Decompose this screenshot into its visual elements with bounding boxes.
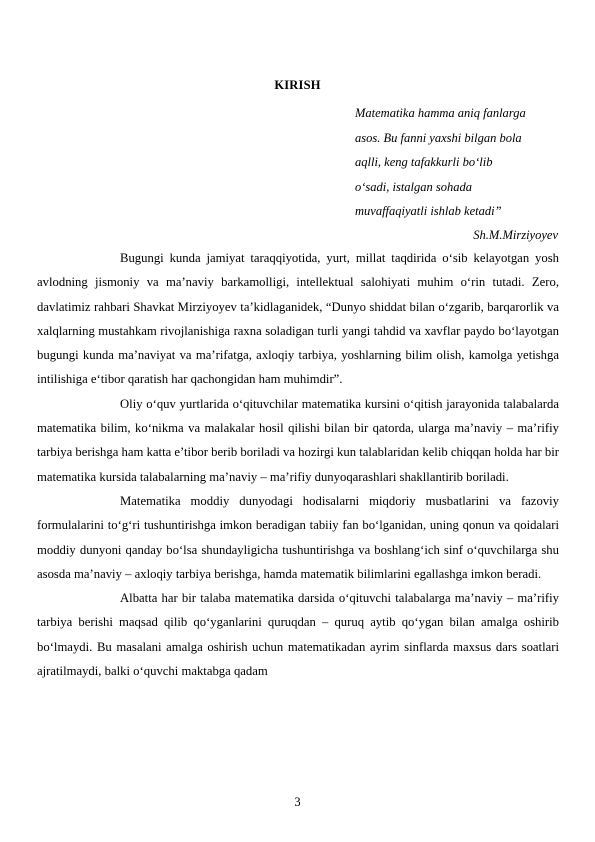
epigraph-line: Matematika hamma aniq fanlarga — [355, 106, 526, 120]
epigraph-line: muvaffaqiyatli ishlab ketadi” — [355, 204, 502, 218]
paragraph: Oliy o‘quv yurtlarida o‘qituvchilar matematika kursini o‘qitish jarayonida talabalarda matematika bilim, ko‘nikma va malakalar hosil qilishi bilan bir qatorda, ularga ma’naviy – ma’rifiy tarbiya berishga ham katta e’tibor berib boriladi va hozirgi kun talablaridan kelib chiqqan holda har bir matematika kursida talabalarning ma’naviy – ma’rifiy dunyoqarashlari shakllantirib boriladi. — [37, 396, 560, 484]
paragraph: Matematika moddiy dunyodagi hodisalarni miqdoriy musbatlarini va fazoviy formulalarini to‘g‘ri tushuntirishga imkon beradigan tabiiy fan bo‘lganidan, uning qonun va qoidalari moddiy dunyoni qanday bo‘lsa shundayligicha tushuntirishga va boshlang‘ich sinf o‘quvchilarga shu asosda ma’naviy – axloqiy tarbiya berishga, hamda matematik bilimlarini egallashga imkon beradi. — [37, 493, 559, 581]
epigraph — [355, 101, 565, 224]
epigraph-line: o‘sadi, istalgan sohada — [355, 179, 473, 194]
epigraph-line: aqlli, keng tafakkurli bo‘lib — [355, 155, 493, 169]
epigraph-line: asos. Bu fanni yaxshi bilgan bola — [355, 130, 522, 145]
page-number: 3 — [294, 795, 301, 809]
body-text — [37, 246, 559, 683]
epigraph-author: Sh.M.Mirziyoyev — [473, 228, 558, 242]
paragraph: Bugungi kunda jamiyat taraqqiyotida, yurt, millat taqdirida o‘sib kelayotgan yosh avlodning jismoniy va ma’naviy barkamolligi, intellektual salohiyati muhim o‘rin tutadi. Zero, davlatimiz rahbari Shavkat Mirziyoyev ta’kidlaganidek, “Dunyo shiddat bilan o‘zgarib, barqarorlik va xalqlarning mustahkam rivojlanishiga raxna soladigan turli yangi tahdid va xavflar paydo bo‘layotgan bugungi kunda ma’naviyat va ma’rifatga, axloqiy tarbiya, yoshlarning bilim olish, kamolga yetishga intilishiga e‘tibor qaratish har qachongidan ham muhimdir”. — [37, 251, 559, 387]
paragraph: Albatta har bir talaba matematika darsida o‘qituvchi talabalarga ma’naviy – ma’rifiy tarbiya berishi maqsad qilib qo‘yganlarini quruqdan – quruq aytib qo‘ygan bilan amalga oshirib bo‘lmaydi. Bu masalani amalga oshirish uchun matematikadan ayrim sinflarda maxsus dars soatlari ajratilmaydi, balki o‘quvchi maktabga qadam — [37, 591, 559, 679]
page-title: KIRISH — [274, 78, 321, 92]
